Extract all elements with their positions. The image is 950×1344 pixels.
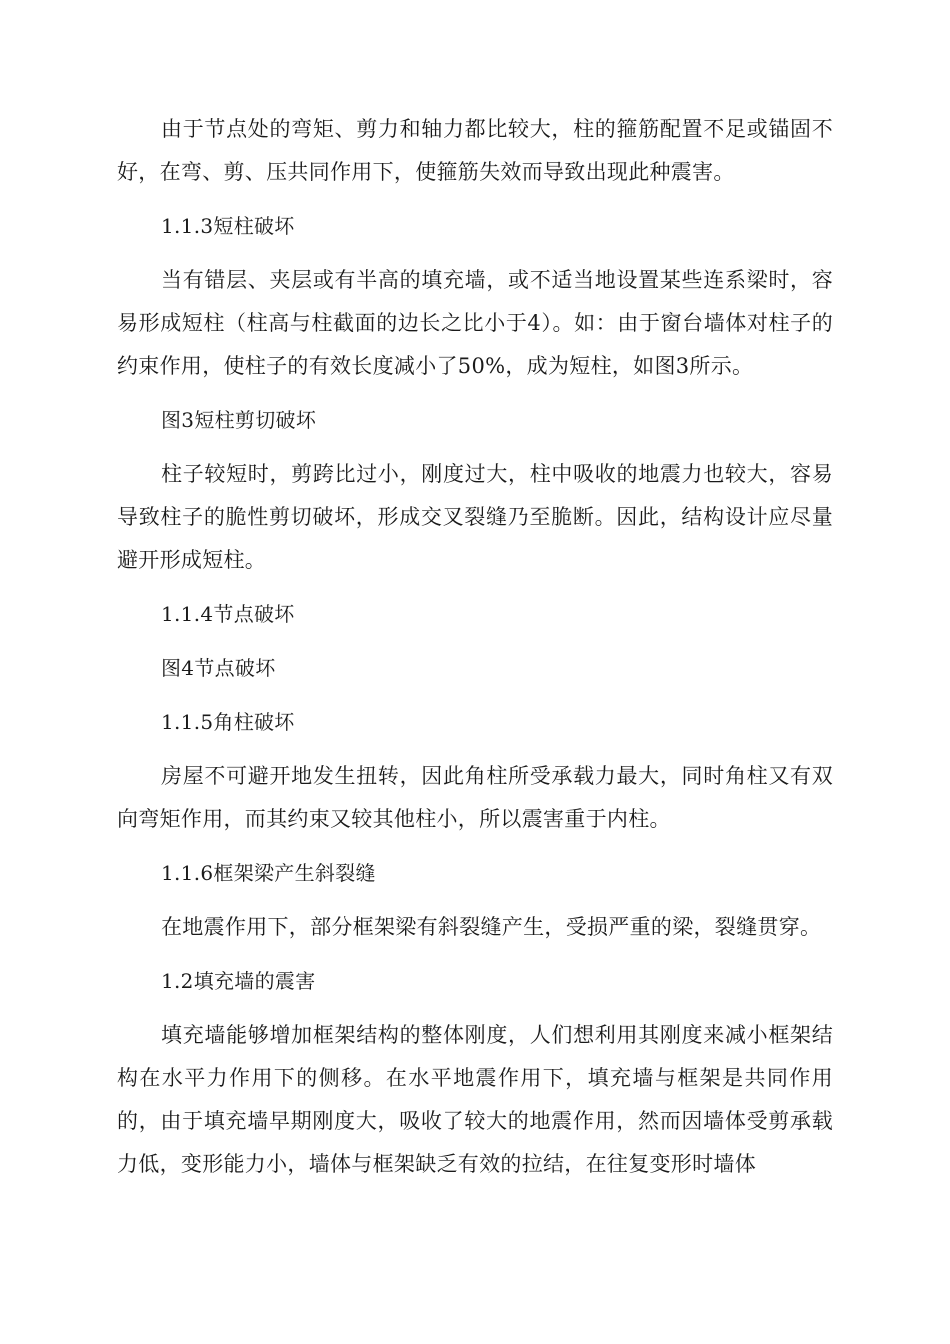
figure-caption-3: 图3短柱剪切破坏	[161, 408, 317, 432]
heading-infill-wall-damage: 1.2填充墙的震害	[161, 969, 316, 993]
heading-beam-diagonal-cracks: 1.1.6框架梁产生斜裂缝	[161, 861, 376, 885]
figure-caption-4: 图4节点破坏	[161, 656, 276, 680]
heading-joint-failure: 1.1.4节点破坏	[161, 602, 295, 626]
paragraph-infill-wall: 填充墙能够增加框架结构的整体刚度，人们想利用其刚度来减小框架结构在水平力作用下的侧移。在水平地震作用下，填充墙与框架是共同作用的，由于填充墙早期刚度大，吸收了较大的地震作用，然而因墙体受剪承载力低，变形能力小，墙体与框架缺乏有效的拉结，在往复变形时墙体	[117, 1023, 833, 1176]
paragraph-corner-column: 房屋不可避开地发生扭转，因此角柱所受承载力最大，同时角柱又有双向弯矩作用，而其约束又较其他柱小，所以震害重于内柱。	[117, 764, 833, 831]
heading-short-column-failure: 1.1.3短柱破坏	[161, 214, 295, 238]
paragraph-beam-cracks: 在地震作用下，部分框架梁有斜裂缝产生，受损严重的梁，裂缝贯穿。	[161, 915, 822, 939]
document-page	[117, 108, 833, 1186]
paragraph-joint-shear-failure: 由于节点处的弯矩、剪力和轴力都比较大，柱的箍筋配置不足或锚固不好，在弯、剪、压共同作用下，使箍筋失效而导致出现此种震害。	[117, 117, 833, 184]
paragraph-short-column-shear: 柱子较短时，剪跨比过小，刚度过大，柱中吸收的地震力也较大，容易导致柱子的脆性剪切破坏，形成交叉裂缝乃至脆断。因此，结构设计应尽量避开形成短柱。	[117, 462, 833, 572]
heading-corner-column-failure: 1.1.5角柱破坏	[161, 710, 295, 734]
paragraph-short-column-formation: 当有错层、夹层或有半高的填充墙，或不适当地设置某些连系梁时，容易形成短柱（柱高与柱截面的边长之比小于4）。如：由于窗台墙体对柱子的约束作用，使柱子的有效长度减小了50%，成为短柱，如图3所示。	[117, 268, 833, 378]
